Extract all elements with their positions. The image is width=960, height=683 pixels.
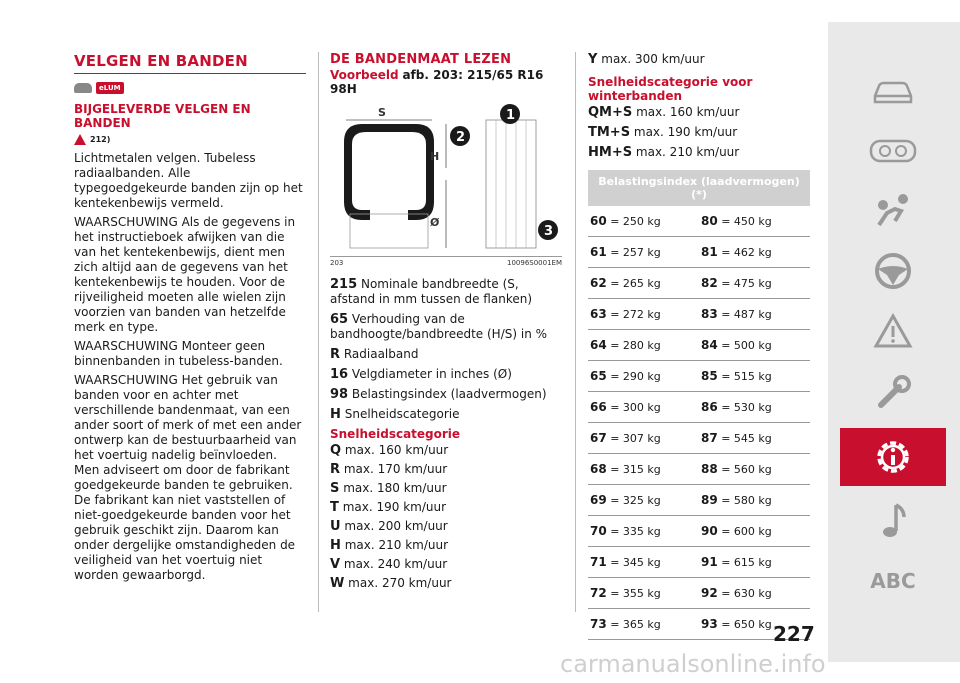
speed-item: U max. 200 km/uur [330, 519, 448, 534]
speed-item: S max. 180 km/uur [330, 481, 447, 496]
load-index-key: 62 [590, 276, 607, 290]
label-s: S [378, 106, 386, 119]
load-index-cell [588, 330, 699, 361]
load-index-key: 65 [590, 369, 607, 383]
load-index-cell [699, 361, 810, 392]
model-badges [74, 80, 306, 96]
load-index-cell [588, 454, 699, 485]
load-index-cell [699, 485, 810, 516]
example-value: afb. 203: 215/65 R16 98H [330, 68, 544, 96]
load-index-key: 67 [590, 431, 607, 445]
legend-item: 215 Nominale bandbreedte (S, afstand in mm tussen de flanken) [330, 277, 533, 306]
load-index-value: = 280 kg [610, 339, 661, 352]
figure-caption [330, 256, 562, 267]
load-index-key: 82 [701, 276, 718, 290]
column-right [588, 52, 810, 640]
load-index-value: = 462 kg [721, 246, 772, 259]
load-index-value: = 300 kg [610, 401, 661, 414]
chapter-sidebar [828, 22, 960, 662]
load-index-cell [588, 206, 699, 237]
paragraph: WAARSCHUWING Monteer geen binnenbanden in tubeless-banden. [74, 339, 283, 368]
steering-wheel-icon[interactable] [856, 242, 930, 300]
car-icon[interactable] [856, 64, 930, 122]
subsection-heading: BIJGELEVERDE VELGEN EN BANDEN [74, 102, 251, 130]
load-index-key: 69 [590, 493, 607, 507]
load-index-cell [588, 237, 699, 268]
load-index-key: 87 [701, 431, 718, 445]
load-index-value: = 630 kg [721, 587, 772, 600]
column-middle [330, 52, 562, 595]
load-index-key: 70 [590, 524, 607, 538]
load-index-value: = 450 kg [721, 215, 772, 228]
load-index-cell [699, 547, 810, 578]
load-index-value: = 580 kg [721, 494, 772, 507]
load-index-cell [699, 299, 810, 330]
load-index-key: 81 [701, 245, 718, 259]
load-index-key: 86 [701, 400, 718, 414]
table-row [588, 392, 810, 423]
load-index-table [588, 170, 810, 640]
example-label: Voorbeeld [330, 68, 399, 82]
info-gear-icon[interactable] [840, 428, 946, 486]
load-index-value: = 487 kg [721, 308, 772, 321]
load-index-value: = 365 kg [610, 618, 661, 631]
callout-2-number: 2 [456, 130, 466, 145]
winter-speed-item: TM+S max. 190 km/uur [588, 125, 738, 140]
paragraph: WAARSCHUWING Als de gegevens in het instructieboek afwijken van die van het kentekenbewijs, dient men zich altijd aan de gegevens van het kentekenbewijs te houden. Voor de rijveiligheid moeten alle wielen zijn voorzien van banden van hetzelfde merk en type. [74, 215, 296, 334]
load-index-key: 71 [590, 555, 607, 569]
load-index-cell [588, 299, 699, 330]
load-index-key: 92 [701, 586, 718, 600]
load-index-key: 61 [590, 245, 607, 259]
dashboard-icon[interactable] [856, 122, 930, 180]
load-index-key: 93 [701, 617, 718, 631]
legend-item: H Snelheidscategorie [330, 407, 460, 422]
load-index-cell [588, 485, 699, 516]
load-index-cell [699, 516, 810, 547]
wrench-icon[interactable] [856, 364, 930, 422]
load-index-cell [588, 423, 699, 454]
size-legend [330, 277, 562, 422]
table-row [588, 423, 810, 454]
table-body [588, 206, 810, 640]
load-index-cell [588, 268, 699, 299]
column-divider [318, 52, 319, 612]
load-index-cell [699, 268, 810, 299]
tyre-cross-section-figure [330, 102, 562, 252]
load-index-key: 89 [701, 493, 718, 507]
callout-1-number: 1 [506, 108, 516, 123]
load-index-key: 88 [701, 462, 718, 476]
load-index-value: = 257 kg [610, 246, 661, 259]
load-index-key: 84 [701, 338, 718, 352]
load-index-cell [588, 547, 699, 578]
legend-item: 65 Verhouding van de bandhoogte/bandbreedte (H/S) in % [330, 312, 548, 341]
callout-3-number: 3 [544, 224, 554, 239]
table-title: Belastingsindex (laadvermogen) (*) [588, 170, 810, 206]
section-heading: VELGEN EN BANDEN [74, 52, 248, 70]
warning-ref-number: 212) [90, 135, 111, 144]
load-index-cell [699, 578, 810, 609]
figure-number: 203 [330, 259, 344, 267]
table-row [588, 485, 810, 516]
load-index-value: = 560 kg [721, 463, 772, 476]
speed-category-heading: Snelheidscategorie [330, 427, 461, 441]
load-index-cell [699, 237, 810, 268]
table-row [588, 330, 810, 361]
load-index-key: 73 [590, 617, 607, 631]
load-index-value: = 545 kg [721, 432, 772, 445]
label-diameter: Ø [430, 216, 440, 229]
winter-speed-item: HM+S max. 210 km/uur [588, 145, 740, 160]
load-index-key: 72 [590, 586, 607, 600]
load-index-value: = 600 kg [721, 525, 772, 538]
airbag-person-icon[interactable] [856, 182, 930, 240]
table-row [588, 578, 810, 609]
load-index-value: = 515 kg [721, 370, 772, 383]
speed-item: Y max. 300 km/uur [588, 52, 705, 67]
abc-index[interactable]: ABC [870, 569, 916, 593]
load-index-value: = 290 kg [610, 370, 661, 383]
figure-code: 10096S0001EM [507, 259, 562, 267]
load-index-value: = 265 kg [610, 277, 661, 290]
column-divider [575, 52, 576, 612]
load-index-key: 80 [701, 214, 718, 228]
load-index-cell [588, 392, 699, 423]
load-index-value: = 272 kg [610, 308, 661, 321]
warning-icon[interactable] [856, 302, 930, 360]
table-row [588, 516, 810, 547]
load-index-value: = 500 kg [721, 339, 772, 352]
load-index-value: = 315 kg [610, 463, 661, 476]
table-row [588, 268, 810, 299]
table-row [588, 547, 810, 578]
load-index-cell [588, 609, 699, 640]
legend-item: 16 Velgdiameter in inches (Ø) [330, 367, 512, 382]
speed-list [330, 443, 562, 591]
load-index-key: 90 [701, 524, 718, 538]
speed-item: T max. 190 km/uur [330, 500, 447, 515]
version-badge: eLUM [96, 82, 124, 94]
load-index-value: = 615 kg [721, 556, 772, 569]
load-index-key: 64 [590, 338, 607, 352]
example-line [330, 68, 562, 96]
load-index-value: = 325 kg [610, 494, 661, 507]
load-index-value: = 335 kg [610, 525, 661, 538]
car-silhouette-icon [74, 83, 92, 93]
heading-rule [74, 73, 306, 74]
speed-item: Q max. 160 km/uur [330, 443, 449, 458]
load-index-cell [699, 454, 810, 485]
table-row [588, 454, 810, 485]
load-index-key: 60 [590, 214, 607, 228]
load-index-cell [699, 206, 810, 237]
load-index-key: 66 [590, 400, 607, 414]
speed-item: W max. 270 km/uur [330, 576, 452, 591]
watermark: carmanualsonline.info [560, 650, 826, 678]
warning-triangle-icon [74, 134, 86, 145]
load-index-value: = 650 kg [721, 618, 772, 631]
load-index-key: 91 [701, 555, 718, 569]
paragraph: Lichtmetalen velgen. Tubeless radiaalbanden. Alle typegoedgekeurde banden zijn op het kentekenbewijs vermeld. [74, 151, 303, 210]
speed-item: H max. 210 km/uur [330, 538, 449, 553]
table-row [588, 361, 810, 392]
tyre-inner [352, 132, 426, 210]
load-index-key: 68 [590, 462, 607, 476]
load-index-cell [588, 578, 699, 609]
table-row [588, 299, 810, 330]
music-note-icon[interactable] [856, 492, 930, 550]
load-index-value: = 475 kg [721, 277, 772, 290]
table-row [588, 237, 810, 268]
winter-speed-heading: Snelheidscategorie voor winterbanden [588, 75, 753, 103]
load-index-cell [588, 516, 699, 547]
load-index-cell [699, 392, 810, 423]
speed-item: R max. 170 km/uur [330, 462, 448, 477]
label-h: H [430, 150, 440, 163]
load-index-value: = 345 kg [610, 556, 661, 569]
load-index-cell [699, 330, 810, 361]
wheel-side-view [486, 120, 536, 248]
load-index-key: 83 [701, 307, 718, 321]
load-index-value: = 355 kg [610, 587, 661, 600]
speed-item: V max. 240 km/uur [330, 557, 448, 572]
legend-item: 98 Belastingsindex (laadvermogen) [330, 387, 547, 402]
load-index-key: 63 [590, 307, 607, 321]
load-index-cell [699, 423, 810, 454]
load-index-value: = 307 kg [610, 432, 661, 445]
table-row [588, 206, 810, 237]
legend-item: R Radiaalband [330, 347, 419, 362]
warning-reference [74, 134, 306, 145]
section-heading: DE BANDENMAAT LEZEN [330, 52, 512, 67]
column-left [74, 52, 306, 587]
winter-speed-item: QM+S max. 160 km/uur [588, 105, 740, 120]
load-index-key: 85 [701, 369, 718, 383]
load-index-value: = 530 kg [721, 401, 772, 414]
paragraph: WAARSCHUWING Het gebruik van banden voor en achter met verschillende bandenmaat, van een ander soort of merk of met een ander ontwerp kan de bestuurbaarheid van het voertuig nadelig beïnvloeden. Men adviseert om door de fabrikant goedgekeurde banden te gebruiken. De fabrikant kan niet vaststellen of niet-goedgekeurde banden voor het gebruik geschikt zijn. Daarom kan onder dergelijke omstandigheden de veiligheid van het voertuig niet worden gewaarborgd. [74, 373, 302, 582]
page-number: 227 [773, 622, 815, 646]
load-index-cell [588, 361, 699, 392]
load-index-value: = 250 kg [610, 215, 661, 228]
